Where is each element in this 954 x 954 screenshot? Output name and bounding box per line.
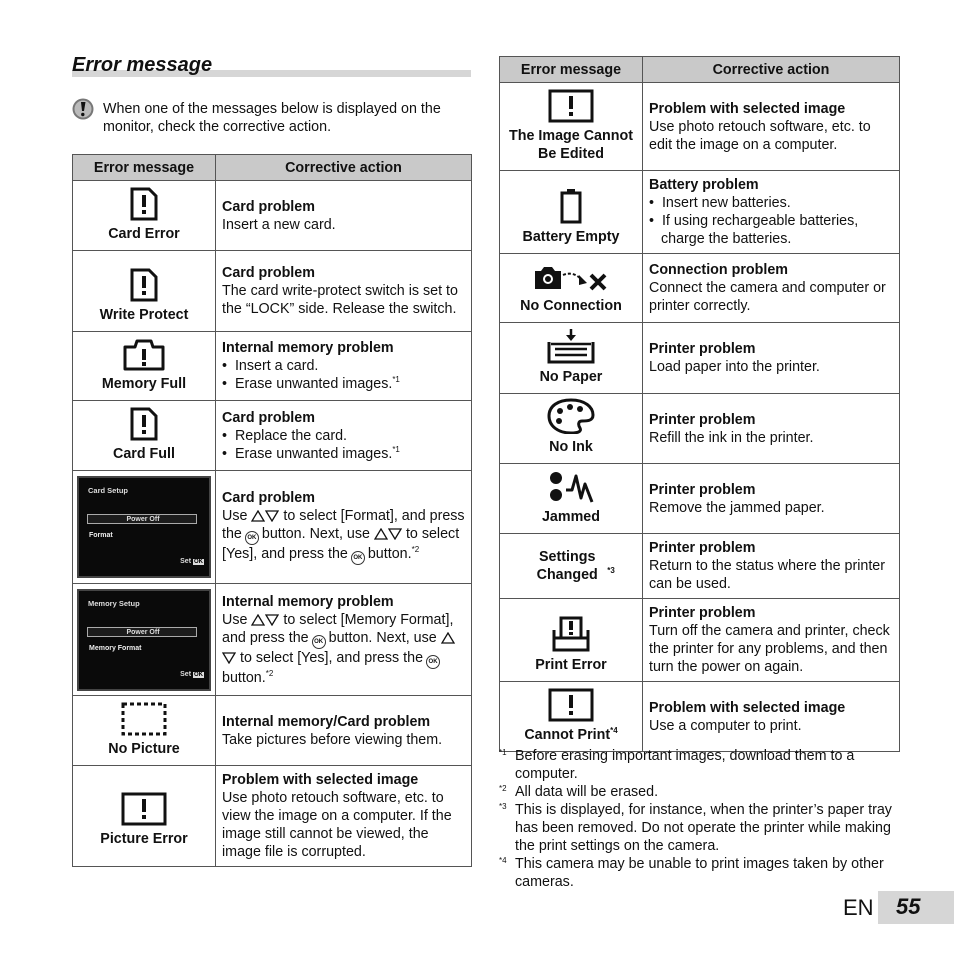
action-text: Turn off the camera and printer, check the printer for any problems, and then turn the power on again. — [649, 623, 890, 675]
table-row — [73, 401, 472, 471]
footnote-ref: *1 — [392, 444, 400, 454]
action-heading: Printer problem — [649, 605, 756, 621]
intro-text: When one of the messages below is displayed on the monitor, check the corrective action. — [103, 101, 441, 135]
table-row — [500, 254, 900, 323]
corrective-action-cell — [216, 471, 472, 584]
error-name: Battery Empty — [522, 229, 620, 245]
no-paper-icon — [547, 328, 595, 364]
action-bullet: • Erase unwanted images.$^{*1}$ — [222, 375, 400, 392]
up-arrow-icon — [374, 528, 388, 540]
action-heading: Card problem — [222, 265, 315, 281]
header-corrective-action: Corrective action — [643, 57, 900, 83]
table-row — [73, 332, 472, 401]
action-text: Use to select [Memory Format], and press the OK button. Next, use to select [Yes], and press the OKbutton.$^{*2}$ — [222, 611, 454, 686]
action-bullet: • Replace the card. — [222, 427, 348, 444]
footnote-ref: *1 — [392, 375, 400, 385]
error-name: No Connection — [520, 298, 622, 314]
corrective-action-cell — [643, 323, 900, 394]
error-name: Settings Changed — [536, 549, 598, 583]
footnote-number: *1 — [499, 748, 507, 757]
corrective-action-cell — [643, 171, 900, 254]
action-bullet: • Insert new batteries. — [649, 195, 791, 211]
error-name: Card Error — [108, 226, 180, 242]
card-warning-icon — [130, 407, 158, 441]
jammed-icon — [548, 470, 594, 504]
action-text: Connect the camera and computer or printer correctly. — [649, 280, 886, 314]
warning-box-icon — [548, 688, 594, 722]
no-connection-icon — [533, 263, 609, 293]
action-heading: Card problem — [222, 409, 315, 426]
footnote-ref: *2 — [265, 668, 274, 678]
corrective-action-cell — [643, 682, 900, 752]
error-table-left — [72, 154, 472, 867]
error-name: Print Error — [535, 657, 607, 673]
screen-set-label: Set OK — [180, 558, 203, 565]
card-warning-icon — [130, 187, 158, 221]
down-arrow-icon — [222, 652, 236, 664]
footnote-number: *3 — [499, 802, 507, 811]
action-heading: Printer problem — [649, 411, 756, 428]
action-heading: Battery problem — [649, 177, 759, 193]
error-message-cell — [500, 323, 643, 394]
error-message-cell — [73, 181, 216, 251]
palette-icon — [547, 398, 595, 434]
error-message-cell — [500, 534, 643, 599]
corrective-action-cell — [216, 696, 472, 766]
warning-box-icon — [121, 792, 167, 826]
screen-set-label: Set OK — [180, 670, 203, 678]
header-error-message: Error message — [73, 155, 216, 181]
memory-warning-icon — [123, 339, 165, 371]
no-picture-icon — [121, 702, 167, 736]
screen-option: Power Off — [87, 514, 197, 524]
error-message-cell — [500, 464, 643, 534]
action-bullet: • If using rechargeable batteries, charge the batteries. — [649, 213, 859, 247]
footnote: *4 This camera may be unable to print images taken by other cameras. — [499, 855, 899, 891]
error-name: Card Full — [113, 446, 175, 462]
battery-icon — [560, 188, 582, 224]
corrective-action-cell — [216, 251, 472, 332]
page-number: 55 — [896, 894, 921, 919]
up-arrow-icon — [251, 614, 265, 626]
corrective-action-cell — [643, 599, 900, 682]
intro-block — [72, 98, 472, 142]
down-arrow-icon — [265, 510, 279, 522]
table-row — [500, 599, 900, 682]
action-heading: Card problem — [222, 198, 315, 215]
error-message-cell — [500, 599, 643, 682]
ok-button-icon: OK — [312, 635, 326, 649]
footnote-ref: *4 — [610, 726, 618, 736]
action-heading: Internal memory problem — [222, 340, 394, 356]
header-error-message: Error message — [500, 57, 643, 83]
action-heading: Card problem — [222, 490, 315, 506]
action-text: Use photo retouch software, etc. to view the image on a computer. If the image still cannot be viewed, the image file is corrupted. — [222, 790, 452, 860]
table-row — [500, 682, 900, 752]
up-arrow-icon — [251, 510, 265, 522]
error-message-cell — [500, 394, 643, 464]
footnote-number: *2 — [499, 784, 507, 793]
table-row — [500, 534, 900, 599]
action-bullet: • Insert a card. — [222, 358, 319, 374]
error-name: Picture Error — [100, 831, 188, 847]
caution-icon — [72, 98, 94, 120]
corrective-action-cell — [216, 181, 472, 251]
error-message-cell — [500, 254, 643, 323]
error-name: Write Protect — [99, 307, 189, 323]
error-name: The Image Cannot Be Edited — [509, 128, 633, 162]
down-arrow-icon — [388, 528, 402, 540]
error-table-right — [499, 56, 900, 752]
error-name: Memory Full — [101, 376, 187, 392]
down-arrow-icon — [265, 614, 279, 626]
action-heading: Problem with selected image — [649, 100, 846, 117]
error-name: Cannot Print — [524, 727, 611, 743]
ok-icon: OK — [194, 671, 203, 678]
table-row — [73, 181, 472, 251]
error-message-cell — [500, 83, 643, 171]
action-text: Load paper into the printer. — [649, 359, 820, 375]
error-message-cell — [73, 251, 216, 332]
screen-title: Card Setup — [88, 486, 129, 495]
table-row — [500, 464, 900, 534]
ok-button-icon: OK — [245, 531, 259, 545]
action-text: Return to the status where the printer can be used. — [649, 558, 886, 592]
screen-option: Memory Format — [89, 644, 142, 652]
up-arrow-icon — [441, 632, 455, 644]
footnote: *2 All data will be erased. — [499, 783, 899, 801]
corrective-action-cell — [643, 534, 900, 599]
error-message-cell — [73, 401, 216, 471]
warning-box-icon — [548, 89, 594, 123]
table-row — [500, 323, 900, 394]
screen-title: Memory Setup — [88, 598, 140, 608]
camera-screen-card-setup — [77, 476, 211, 578]
corrective-action-cell — [643, 83, 900, 171]
table-row — [73, 766, 472, 867]
heading-block — [72, 54, 471, 78]
table-header-row — [73, 155, 472, 181]
action-heading: Problem with selected image — [222, 772, 419, 788]
error-message-cell — [73, 332, 216, 401]
error-message-cell — [73, 584, 216, 696]
corrective-action-cell — [216, 766, 472, 867]
camera-screen-memory-setup — [77, 589, 211, 691]
error-name: No Paper — [539, 369, 603, 385]
corrective-action-cell — [216, 584, 472, 696]
action-text: Remove the jammed paper. — [649, 499, 825, 516]
footnote: *1 Before erasing important images, download them to a computer. — [499, 747, 899, 783]
action-heading: Printer problem — [649, 341, 756, 357]
error-message-cell — [73, 696, 216, 766]
ok-button-icon: OK — [351, 551, 365, 565]
table-row — [500, 83, 900, 171]
action-heading: Connection problem — [649, 262, 788, 278]
footnotes — [499, 747, 899, 891]
table-row — [73, 251, 472, 332]
error-message-cell — [500, 171, 643, 254]
table-row — [73, 696, 472, 766]
table-row — [73, 584, 472, 696]
error-name: No Picture — [108, 741, 180, 757]
page-title: Error message — [72, 54, 213, 76]
action-text: Insert a new card. — [222, 216, 336, 233]
error-message-cell — [500, 682, 643, 752]
footnote-ref: *3 — [607, 566, 615, 576]
language-label: EN — [843, 895, 874, 920]
footnote: *3 This is displayed, for instance, when the printer’s paper tray has been removed. Do not operate the printer while making the print settings on the camera. — [499, 801, 899, 855]
action-heading: Problem with selected image — [649, 699, 846, 716]
footnote-ref: *2 — [411, 545, 420, 555]
action-text: Use a computer to print. — [649, 717, 802, 734]
screen-option: Power Off — [87, 627, 197, 637]
error-message-cell — [73, 766, 216, 867]
corrective-action-cell — [643, 464, 900, 534]
footnote-number: *4 — [499, 856, 507, 865]
ok-button-icon: OK — [426, 655, 440, 669]
ok-icon: OK — [194, 559, 203, 565]
error-name: Jammed — [541, 509, 600, 525]
action-heading: Internal memory/Card problem — [222, 713, 431, 730]
corrective-action-cell — [643, 394, 900, 464]
action-text: Refill the ink in the printer. — [649, 429, 814, 446]
table-row — [500, 394, 900, 464]
corrective-action-cell — [216, 401, 472, 471]
action-heading: Printer problem — [649, 481, 756, 498]
action-text: The card write-protect switch is set to the “LOCK” side. Release the switch. — [222, 283, 458, 317]
table-row — [500, 171, 900, 254]
action-text: Take pictures before viewing them. — [222, 731, 443, 748]
card-warning-icon — [130, 268, 158, 302]
action-text: Use photo retouch software, etc. to edit the image on a computer. — [649, 118, 871, 153]
action-heading: Internal memory problem — [222, 593, 394, 610]
printer-warning-icon — [552, 616, 590, 652]
table-header-row — [500, 57, 900, 83]
error-name: No Ink — [549, 439, 593, 455]
action-text: Use to select [Format], and press the OK button. Next, use to select [Yes], and press the OK button.$^{*2}$ — [222, 507, 465, 565]
corrective-action-cell — [216, 332, 472, 401]
corrective-action-cell — [643, 254, 900, 323]
action-heading: Printer problem — [649, 540, 756, 556]
error-message-cell — [73, 471, 216, 584]
screen-option: Format — [89, 532, 113, 539]
header-corrective-action: Corrective action — [216, 155, 472, 181]
table-row — [73, 471, 472, 584]
action-bullet: • Erase unwanted images.$^{*1}$ — [222, 444, 400, 462]
